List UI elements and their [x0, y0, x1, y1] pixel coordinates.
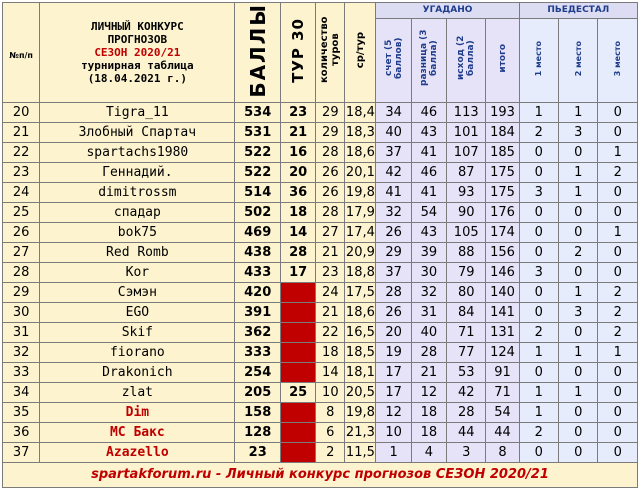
place-3-cell: 0 [598, 102, 638, 122]
total-cell: 174 [486, 222, 519, 242]
participant-name: Сэмэн [40, 282, 235, 302]
place-2-cell: 0 [559, 262, 598, 282]
header-podium-group: ПЬЕДЕСТАЛ [519, 3, 637, 19]
points-cell: 502 [235, 202, 281, 222]
place-2-cell: 1 [559, 162, 598, 182]
header-outcome-col: исход (2 балла) [447, 18, 486, 102]
place-1-cell: 0 [519, 302, 558, 322]
header-tours-count: количество туров [316, 3, 345, 103]
score-cell: 32 [376, 202, 411, 222]
tour-cell: 20 [281, 162, 316, 182]
per-tour-cell: 18,8 [345, 262, 376, 282]
row-number: 26 [3, 222, 40, 242]
place-2-cell: 3 [559, 302, 598, 322]
header-title-block [40, 3, 235, 103]
diff-cell: 18 [411, 402, 446, 422]
footer-caption: spartakforum.ru - Личный конкурс прогнозов СЕЗОН 2020/21 [3, 462, 638, 487]
points-cell: 469 [235, 222, 281, 242]
tour-cell: 23 [281, 102, 316, 122]
points-cell: 522 [235, 142, 281, 162]
table-row [3, 422, 638, 442]
place-2-cell: 1 [559, 282, 598, 302]
table-row [3, 122, 638, 142]
total-cell: 71 [486, 382, 519, 402]
place-2-cell: 2 [559, 242, 598, 262]
participant-name: Злобный Спартач [40, 122, 235, 142]
participant-name: Dim [40, 402, 235, 422]
total-cell: 184 [486, 122, 519, 142]
per-tour-cell: 21,3 [345, 422, 376, 442]
row-number: 21 [3, 122, 40, 142]
place-3-cell: 2 [598, 302, 638, 322]
tours-count-cell: 28 [316, 202, 345, 222]
points-cell: 158 [235, 402, 281, 422]
points-cell: 128 [235, 422, 281, 442]
tour-cell [281, 302, 316, 322]
diff-cell: 12 [411, 382, 446, 402]
total-cell: 156 [486, 242, 519, 262]
place-3-cell: 1 [598, 222, 638, 242]
place-1-cell: 3 [519, 262, 558, 282]
place-1-cell: 0 [519, 442, 558, 462]
participant-name: Kor [40, 262, 235, 282]
points-cell: 333 [235, 342, 281, 362]
place-3-cell: 0 [598, 122, 638, 142]
place-2-cell: 0 [559, 422, 598, 442]
outcome-cell: 28 [447, 402, 486, 422]
place-1-cell: 0 [519, 162, 558, 182]
outcome-cell: 113 [447, 102, 486, 122]
tours-count-cell: 21 [316, 242, 345, 262]
tours-count-cell: 23 [316, 262, 345, 282]
total-cell: 141 [486, 302, 519, 322]
diff-cell: 41 [411, 142, 446, 162]
place-1-cell: 1 [519, 342, 558, 362]
place-1-cell: 3 [519, 182, 558, 202]
points-cell: 23 [235, 442, 281, 462]
place-1-cell: 0 [519, 142, 558, 162]
place-2-cell: 3 [559, 122, 598, 142]
row-number: 25 [3, 202, 40, 222]
tours-count-cell: 18 [316, 342, 345, 362]
outcome-cell: 77 [447, 342, 486, 362]
score-cell: 42 [376, 162, 411, 182]
place-1-cell: 0 [519, 222, 558, 242]
place-2-cell: 1 [559, 102, 598, 122]
total-cell: 185 [486, 142, 519, 162]
outcome-cell: 107 [447, 142, 486, 162]
score-cell: 17 [376, 382, 411, 402]
row-number: 32 [3, 342, 40, 362]
tours-count-cell: 14 [316, 362, 345, 382]
place-2-cell: 0 [559, 142, 598, 162]
total-cell: 8 [486, 442, 519, 462]
place-3-cell: 2 [598, 322, 638, 342]
title-line-2: ПРОГНОЗОВ [107, 32, 168, 46]
place-1-cell: 2 [519, 422, 558, 442]
per-tour-cell: 20,5 [345, 382, 376, 402]
total-cell: 131 [486, 322, 519, 342]
table-subtitle: турнирная таблица [81, 58, 194, 72]
place-3-cell: 0 [598, 242, 638, 262]
total-cell: 44 [486, 422, 519, 442]
tour-cell: 28 [281, 242, 316, 262]
header-per-tour: ср/тур [345, 3, 376, 103]
tour-cell: 14 [281, 222, 316, 242]
place-2-cell: 0 [559, 442, 598, 462]
score-cell: 20 [376, 322, 411, 342]
place-1-cell: 0 [519, 282, 558, 302]
row-number: 34 [3, 382, 40, 402]
per-tour-cell: 19,8 [345, 402, 376, 422]
diff-cell: 46 [411, 102, 446, 122]
row-number: 33 [3, 362, 40, 382]
points-cell: 514 [235, 182, 281, 202]
outcome-cell: 93 [447, 182, 486, 202]
diff-cell: 54 [411, 202, 446, 222]
points-cell: 362 [235, 322, 281, 342]
outcome-cell: 71 [447, 322, 486, 342]
header-total-col: итого [486, 18, 519, 102]
tour-cell: 25 [281, 382, 316, 402]
points-cell: 420 [235, 282, 281, 302]
place-3-cell: 0 [598, 402, 638, 422]
tours-count-cell: 6 [316, 422, 345, 442]
place-3-cell: 0 [598, 182, 638, 202]
score-cell: 29 [376, 242, 411, 262]
per-tour-cell: 18,6 [345, 142, 376, 162]
score-cell: 10 [376, 422, 411, 442]
per-tour-cell: 17,9 [345, 202, 376, 222]
place-1-cell: 2 [519, 122, 558, 142]
tours-count-cell: 22 [316, 322, 345, 342]
diff-cell: 32 [411, 282, 446, 302]
per-tour-cell: 18,5 [345, 342, 376, 362]
participant-name: спадар [40, 202, 235, 222]
tour-cell [281, 342, 316, 362]
tours-count-cell: 10 [316, 382, 345, 402]
header-place-2: 2 место [559, 18, 598, 102]
score-cell: 34 [376, 102, 411, 122]
tours-count-cell: 8 [316, 402, 345, 422]
total-cell: 91 [486, 362, 519, 382]
score-cell: 41 [376, 182, 411, 202]
header-guessed-group: УГАДАНО [376, 3, 519, 19]
table-row [3, 322, 638, 342]
row-number: 24 [3, 182, 40, 202]
place-3-cell: 0 [598, 362, 638, 382]
score-cell: 1 [376, 442, 411, 462]
row-number: 27 [3, 242, 40, 262]
place-1-cell: 0 [519, 362, 558, 382]
score-cell: 12 [376, 402, 411, 422]
per-tour-cell: 18,3 [345, 122, 376, 142]
row-number: 31 [3, 322, 40, 342]
participant-name: Skif [40, 322, 235, 342]
place-2-cell: 1 [559, 182, 598, 202]
outcome-cell: 84 [447, 302, 486, 322]
points-cell: 391 [235, 302, 281, 322]
diff-cell: 40 [411, 322, 446, 342]
place-2-cell: 1 [559, 342, 598, 362]
total-cell: 176 [486, 202, 519, 222]
diff-cell: 41 [411, 182, 446, 202]
total-cell: 140 [486, 282, 519, 302]
points-cell: 522 [235, 162, 281, 182]
points-cell: 438 [235, 242, 281, 262]
participant-name: fiorano [40, 342, 235, 362]
place-3-cell: 2 [598, 162, 638, 182]
row-number: 37 [3, 442, 40, 462]
row-number: 20 [3, 102, 40, 122]
place-1-cell: 2 [519, 322, 558, 342]
table-row [3, 362, 638, 382]
per-tour-cell: 16,5 [345, 322, 376, 342]
header-diff-col: разница (3 балла) [411, 18, 446, 102]
diff-cell: 46 [411, 162, 446, 182]
points-cell: 531 [235, 122, 281, 142]
participant-name: Drakonich [40, 362, 235, 382]
tours-count-cell: 29 [316, 122, 345, 142]
row-number: 36 [3, 422, 40, 442]
outcome-cell: 105 [447, 222, 486, 242]
score-cell: 40 [376, 122, 411, 142]
total-cell: 193 [486, 102, 519, 122]
place-2-cell: 0 [559, 202, 598, 222]
per-tour-cell: 18,6 [345, 302, 376, 322]
tour-cell [281, 422, 316, 442]
score-cell: 37 [376, 262, 411, 282]
diff-cell: 21 [411, 362, 446, 382]
tours-count-cell: 28 [316, 142, 345, 162]
header-number: №п/п [3, 3, 40, 103]
per-tour-cell: 17,4 [345, 222, 376, 242]
outcome-cell: 79 [447, 262, 486, 282]
diff-cell: 39 [411, 242, 446, 262]
place-2-cell: 0 [559, 362, 598, 382]
per-tour-cell: 20,9 [345, 242, 376, 262]
score-cell: 26 [376, 302, 411, 322]
row-number: 22 [3, 142, 40, 162]
place-3-cell: 0 [598, 202, 638, 222]
place-1-cell: 1 [519, 402, 558, 422]
tours-count-cell: 21 [316, 302, 345, 322]
participant-name: bok75 [40, 222, 235, 242]
participant-name: zlat [40, 382, 235, 402]
tours-count-cell: 24 [316, 282, 345, 302]
tours-count-cell: 26 [316, 162, 345, 182]
table-row [3, 342, 638, 362]
participant-name: EGO [40, 302, 235, 322]
place-1-cell: 1 [519, 102, 558, 122]
table-date: (18.04.2021 г.) [87, 71, 188, 85]
diff-cell: 43 [411, 122, 446, 142]
total-cell: 175 [486, 182, 519, 202]
score-cell: 17 [376, 362, 411, 382]
table-row [3, 262, 638, 282]
outcome-cell: 90 [447, 202, 486, 222]
per-tour-cell: 11,5 [345, 442, 376, 462]
outcome-cell: 80 [447, 282, 486, 302]
participant-name: МС Бакс [40, 422, 235, 442]
row-number: 35 [3, 402, 40, 422]
header-score-col: счет (5 баллов) [376, 18, 411, 102]
total-cell: 175 [486, 162, 519, 182]
title-line-1: ЛИЧНЫЙ КОНКУРС [91, 19, 184, 33]
participant-name: Azazello [40, 442, 235, 462]
tour-cell: 18 [281, 202, 316, 222]
outcome-cell: 44 [447, 422, 486, 442]
total-cell: 146 [486, 262, 519, 282]
tour-cell [281, 402, 316, 422]
tour-cell [281, 362, 316, 382]
place-2-cell: 0 [559, 322, 598, 342]
place-2-cell: 0 [559, 402, 598, 422]
header-place-3: 3 место [598, 18, 638, 102]
total-cell: 124 [486, 342, 519, 362]
points-cell: 534 [235, 102, 281, 122]
tour-cell: 36 [281, 182, 316, 202]
table-row [3, 402, 638, 422]
place-3-cell: 0 [598, 442, 638, 462]
table-row [3, 222, 638, 242]
per-tour-cell: 17,5 [345, 282, 376, 302]
outcome-cell: 42 [447, 382, 486, 402]
place-3-cell: 0 [598, 382, 638, 402]
place-3-cell: 2 [598, 282, 638, 302]
place-1-cell: 0 [519, 242, 558, 262]
score-cell: 28 [376, 282, 411, 302]
table-row [3, 142, 638, 162]
table-row [3, 202, 638, 222]
table-row [3, 302, 638, 322]
points-cell: 205 [235, 382, 281, 402]
table-row [3, 442, 638, 462]
place-3-cell: 0 [598, 262, 638, 282]
diff-cell: 30 [411, 262, 446, 282]
outcome-cell: 88 [447, 242, 486, 262]
points-cell: 433 [235, 262, 281, 282]
points-cell: 254 [235, 362, 281, 382]
place-1-cell: 0 [519, 202, 558, 222]
diff-cell: 4 [411, 442, 446, 462]
per-tour-cell: 18,4 [345, 102, 376, 122]
tours-count-cell: 27 [316, 222, 345, 242]
participant-name: Red Romb [40, 242, 235, 262]
participant-name: Tigra_11 [40, 102, 235, 122]
table-row [3, 242, 638, 262]
outcome-cell: 3 [447, 442, 486, 462]
table-row [3, 282, 638, 302]
row-number: 29 [3, 282, 40, 302]
participant-name: Геннадий. [40, 162, 235, 182]
outcome-cell: 53 [447, 362, 486, 382]
per-tour-cell: 19,8 [345, 182, 376, 202]
header-tour: ТУР 30 [281, 3, 316, 103]
table-row [3, 382, 638, 402]
tour-cell: 16 [281, 142, 316, 162]
place-3-cell: 1 [598, 142, 638, 162]
header-place-1: 1 место [519, 18, 558, 102]
participant-name: dimitrossm [40, 182, 235, 202]
row-number: 28 [3, 262, 40, 282]
score-cell: 37 [376, 142, 411, 162]
tour-cell [281, 282, 316, 302]
tour-cell: 21 [281, 122, 316, 142]
per-tour-cell: 18,1 [345, 362, 376, 382]
place-3-cell: 0 [598, 422, 638, 442]
tours-count-cell: 26 [316, 182, 345, 202]
place-2-cell: 1 [559, 382, 598, 402]
row-number: 23 [3, 162, 40, 182]
diff-cell: 28 [411, 342, 446, 362]
standings-rows [3, 102, 638, 462]
tours-count-cell: 2 [316, 442, 345, 462]
table-row [3, 162, 638, 182]
place-2-cell: 0 [559, 222, 598, 242]
tour-cell [281, 442, 316, 462]
score-cell: 26 [376, 222, 411, 242]
diff-cell: 18 [411, 422, 446, 442]
tour-cell: 17 [281, 262, 316, 282]
tour-cell [281, 322, 316, 342]
outcome-cell: 87 [447, 162, 486, 182]
tours-count-cell: 29 [316, 102, 345, 122]
outcome-cell: 101 [447, 122, 486, 142]
per-tour-cell: 20,1 [345, 162, 376, 182]
row-number: 30 [3, 302, 40, 322]
place-3-cell: 1 [598, 342, 638, 362]
total-cell: 54 [486, 402, 519, 422]
header-points: БАЛЛЫ [235, 3, 281, 103]
place-1-cell: 1 [519, 382, 558, 402]
participant-name: spartachs1980 [40, 142, 235, 162]
diff-cell: 31 [411, 302, 446, 322]
score-cell: 19 [376, 342, 411, 362]
standings-table [2, 2, 638, 488]
table-row [3, 182, 638, 202]
diff-cell: 43 [411, 222, 446, 242]
table-row [3, 102, 638, 122]
season-label: СЕЗОН 2020/21 [94, 45, 181, 59]
